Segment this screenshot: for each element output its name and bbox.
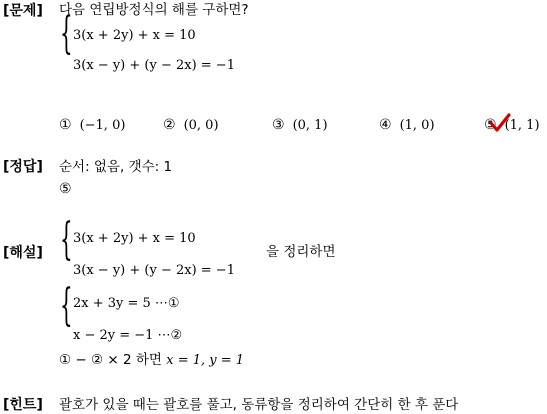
- choice-5-number: ⑤: [484, 117, 497, 133]
- choice-5-value: (1, 1): [504, 118, 540, 133]
- choice-2-value: (0, 0): [183, 118, 219, 133]
- simplified-equation-2: x − 2y = −1 ⋯②: [73, 328, 183, 343]
- answer-meta: 순서: 없음, 갯수: 1: [59, 159, 173, 175]
- answer-tag: [정답]: [3, 159, 43, 175]
- equation-1: 3(x + 2y) + x = 10: [73, 28, 196, 43]
- equation-2: 3(x − y) + (y − 2x) = −1: [73, 58, 235, 73]
- question-text: 다음 연립방정식의 해를 구하면?: [59, 2, 249, 18]
- explanation-equation-2: 3(x − y) + (y − 2x) = −1: [73, 263, 235, 278]
- choice-3-number: ③: [272, 117, 285, 133]
- choice-3-value: (0, 1): [292, 118, 328, 133]
- choice-1-number: ①: [59, 117, 72, 133]
- conclusion-result: x = 1, y = 1: [166, 353, 245, 368]
- explanation-tag: [해설]: [3, 245, 43, 261]
- system1-brace: {: [60, 214, 73, 265]
- problem-tag: [문제]: [3, 3, 43, 19]
- choice-4-number: ④: [379, 117, 392, 133]
- system-brace: {: [60, 8, 73, 59]
- conclusion-operation: ① − ② × 2 하면: [59, 352, 167, 368]
- answer-value: ⑤: [59, 181, 72, 197]
- choice-1-value: (−1, 0): [79, 118, 126, 133]
- simplified-equation-1: 2x + 3y = 5 ⋯①: [73, 296, 180, 311]
- conclusion-line: [59, 351, 244, 370]
- choice-2[interactable]: [163, 114, 219, 133]
- choice-3[interactable]: [272, 114, 328, 133]
- choice-1[interactable]: [59, 114, 125, 133]
- explanation-note: 을 정리하면: [266, 244, 336, 260]
- choice-2-number: ②: [163, 117, 176, 133]
- choice-4-value: (1, 0): [399, 118, 435, 133]
- explanation-equation-1: 3(x + 2y) + x = 10: [73, 231, 196, 246]
- checkmark-icon: [489, 113, 511, 133]
- system2-brace: {: [60, 280, 73, 331]
- choice-4[interactable]: [379, 114, 435, 133]
- hint-tag: [힌트]: [3, 397, 43, 413]
- hint-text: 괄호가 있을 때는 괄호를 풀고, 동류항을 정리하여 간단히 한 후 푼다: [59, 397, 459, 413]
